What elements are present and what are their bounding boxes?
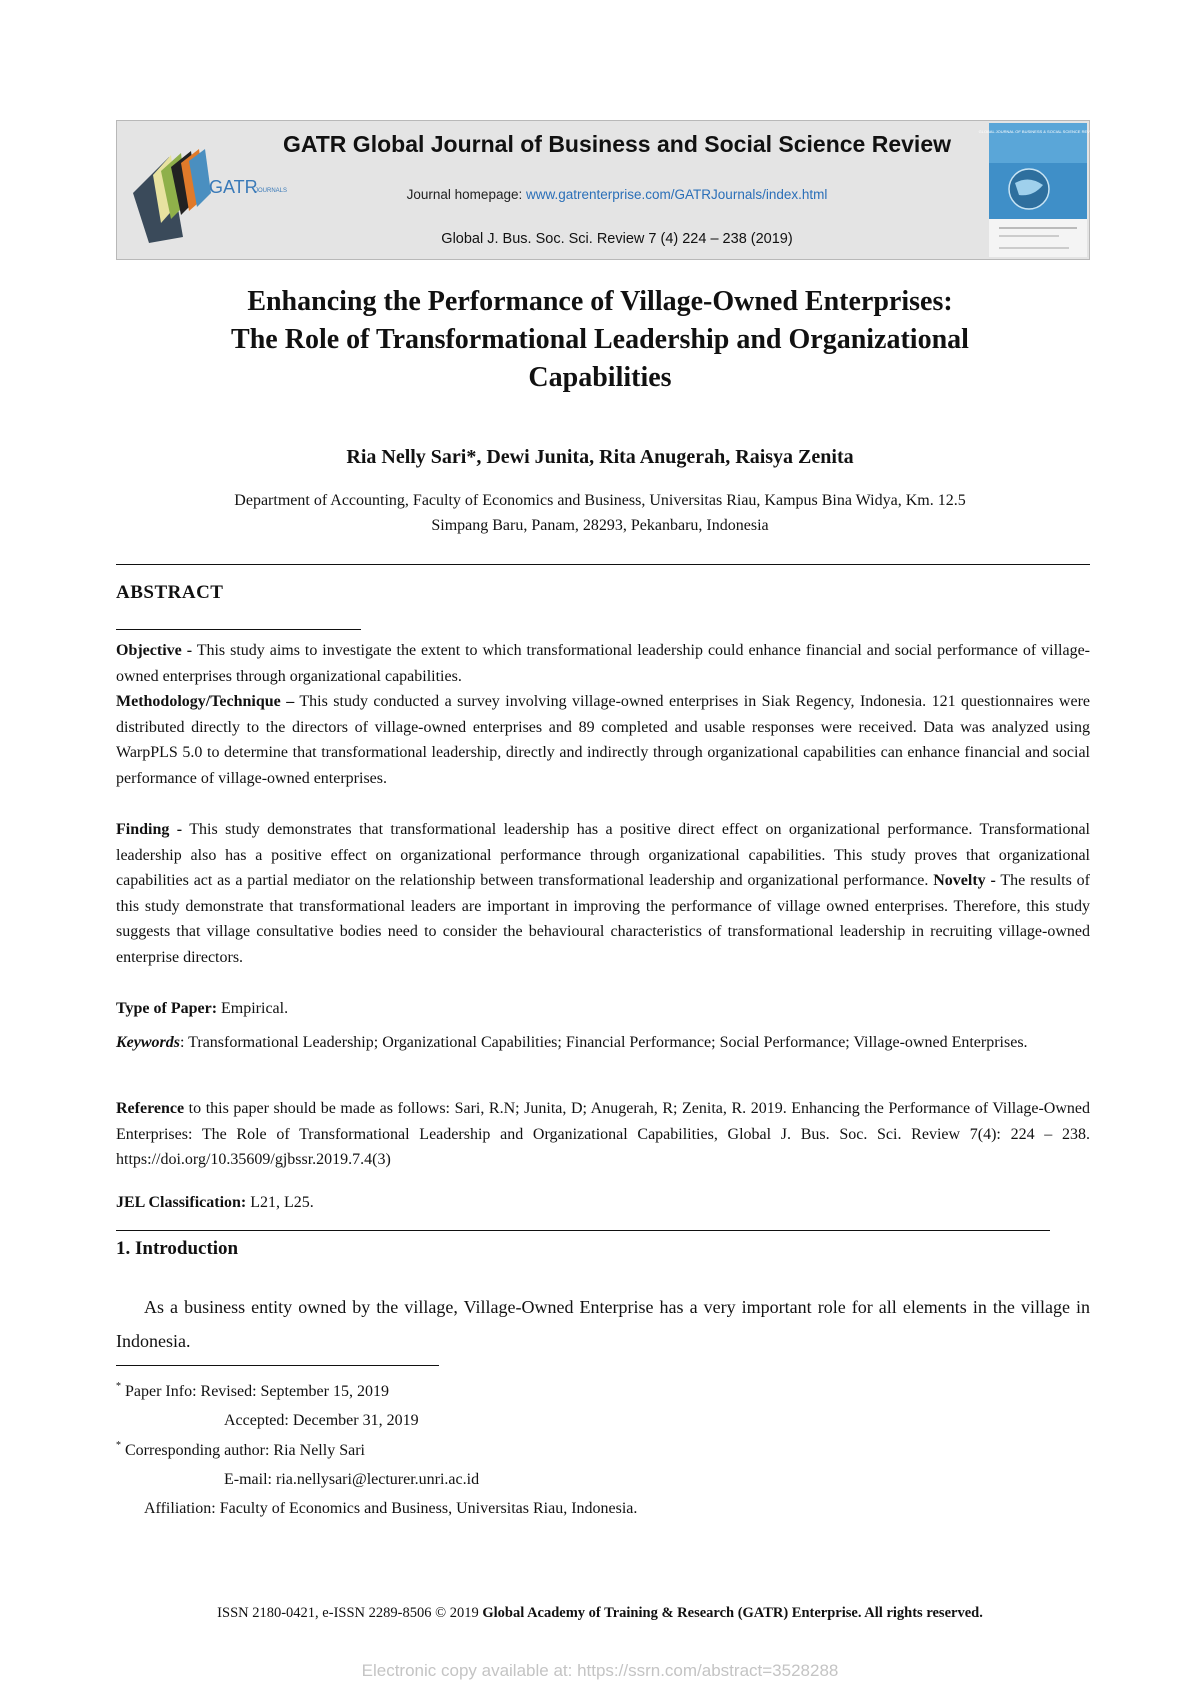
title-line-1: Enhancing the Performance of Village-Owned Enterprises: bbox=[247, 286, 953, 317]
abstract-keywords bbox=[116, 1030, 1090, 1056]
journal-header-banner bbox=[116, 120, 1098, 260]
abstract-reference bbox=[116, 1096, 1090, 1173]
journal-citation: Global J. Bus. Soc. Sci. Review 7 (4) 224 – 238 (2019) bbox=[441, 231, 793, 247]
abstract-methodology bbox=[116, 689, 1090, 791]
affiliation-line-1: Department of Accounting, Faculty of Economics and Business, Universitas Riau, Kampus Bina Widya, Km. 12.5 bbox=[234, 492, 966, 509]
paper-title bbox=[100, 283, 1100, 397]
abstract-end-divider bbox=[116, 1230, 1050, 1231]
footnote-corresponding bbox=[116, 1442, 365, 1460]
title-line-3: Capabilities bbox=[528, 362, 672, 393]
footnote-accepted: Accepted: December 31, 2019 bbox=[224, 1412, 419, 1429]
jel-text: L21, L25. bbox=[246, 1194, 314, 1211]
cover-title: GLOBAL JOURNAL OF BUSINESS & SOCIAL SCIENCE REVIEW bbox=[978, 129, 1098, 134]
issn-text: ISSN 2180-0421, e-ISSN 2289-8506 © 2019 bbox=[217, 1605, 483, 1621]
keywords-label: Keywords bbox=[116, 1034, 180, 1051]
affiliation-line-2: Simpang Baru, Panam, 28293, Pekanbaru, Indonesia bbox=[431, 517, 769, 534]
novelty-text: The results of this study demonstrate that transformational leaders are important in improving the performance of village owned enterprises. Therefore, this study suggests that village consultative bodies need to consider the behavioural characteristics of transformational leadership in recruiting village-owned enterprise directors. bbox=[116, 872, 1091, 966]
journal-cover-image bbox=[978, 123, 1098, 257]
footnote-email: E-mail: ria.nellysari@lecturer.unri.ac.id bbox=[224, 1471, 480, 1488]
footnote-mark: * bbox=[116, 1381, 121, 1392]
abstract-objective bbox=[116, 638, 1090, 689]
footnote-affiliation: Affiliation: Faculty of Economics and Business, Universitas Riau, Indonesia. bbox=[144, 1500, 638, 1517]
introduction-heading: 1. Introduction bbox=[116, 1238, 239, 1259]
authors: Ria Nelly Sari*, Dewi Junita, Rita Anugerah, Raisya Zenita bbox=[346, 446, 854, 468]
methodology-label: Methodology/Technique – bbox=[116, 693, 295, 710]
type-label: Type of Paper: bbox=[116, 1000, 218, 1017]
footnote-divider bbox=[116, 1365, 439, 1366]
keywords-text: : Transformational Leadership; Organizational Capabilities; Financial Performance; Social Performance; Village-owned Enterprises. bbox=[180, 1034, 1028, 1051]
abstract-finding bbox=[116, 817, 1090, 971]
objective-label: Objective - bbox=[116, 642, 193, 659]
reference-label: Reference bbox=[116, 1100, 185, 1117]
logo-subtext: JOURNALS bbox=[255, 188, 288, 194]
copyright-notice bbox=[100, 1605, 1100, 1622]
methodology-text: This study conducted a survey involving village-owned enterprises in Siak Regency, Indonesia. 121 questionnaires were distributed directly to the directors of village-owned enterprises and 89 completed and usable responses were received. Data was analyzed using WarpPLS 5.0 to determine that transformational leadership, directly and indirectly through organizational capabilities can enhance financial and social performance of village-owned enterprises. bbox=[116, 693, 1090, 787]
abstract-heading: ABSTRACT bbox=[116, 582, 224, 603]
abstract-heading-rule bbox=[116, 629, 361, 630]
logo-text: GATR bbox=[209, 177, 258, 197]
homepage-label: Journal homepage: bbox=[406, 187, 523, 202]
affiliation bbox=[100, 488, 1100, 538]
journal-name: GATR Global Journal of Business and Social Science Review bbox=[282, 131, 952, 157]
type-text: Empirical. bbox=[217, 1000, 289, 1017]
novelty-label: Novelty - bbox=[928, 872, 996, 890]
finding-label: Finding - bbox=[116, 821, 183, 838]
footnote-paper-info bbox=[116, 1383, 389, 1401]
corresponding-text: Corresponding author: Ria Nelly Sari bbox=[125, 1442, 365, 1459]
abstract-jel bbox=[116, 1190, 1090, 1216]
reference-text: to this paper should be made as follows: Sari, R.N; Junita, D; Anugerah, R; Zenita, R. 2019. Enhancing the Performance of Village-Owned Enterprises: The Role of Transformational Leadership and Organizational Capabilities, Global J. Bus. Soc. Sci. Review 7(4): 224 – 238. https://doi.org/10.35609/gjbssr.2019.7.4(3) bbox=[116, 1100, 1090, 1169]
paper-info-text: Paper Info: Revised: September 15, 2019 bbox=[125, 1383, 389, 1400]
journal-homepage bbox=[227, 187, 1007, 202]
abstract-type-of-paper bbox=[116, 996, 1090, 1022]
footnote-mark: * bbox=[116, 1440, 121, 1451]
jel-label: JEL Classification: bbox=[116, 1194, 247, 1211]
rights-text: Global Academy of Training & Research (GATR) Enterprise. All rights reserved. bbox=[482, 1605, 983, 1621]
ssrn-notice: Electronic copy available at: https://ssrn.com/abstract=3528288 bbox=[361, 1661, 839, 1680]
finding-text: This study demonstrates that transformational leadership has a positive direct effect on organizational performance. Transformational leadership also has a positive effect on organizational performance through organizational capabilities. This study proves that organizational capabilities act as a partial mediator on the relationship between transformational leadership and organizational performance. bbox=[116, 821, 1090, 890]
objective-text: This study aims to investigate the extent to which transformational leadership could enhance financial and social performance of village-owned enterprises through organizational capabilities. bbox=[116, 642, 1090, 685]
title-divider bbox=[116, 564, 1090, 565]
homepage-link[interactable]: www.gatrenterprise.com/GATRJournals/index.html bbox=[526, 187, 828, 202]
title-line-2: The Role of Transformational Leadership and Organizational bbox=[231, 324, 969, 355]
introduction-text: As a business entity owned by the village, Village-Owned Enterprise has a very important role for all elements in the village in Indonesia. bbox=[116, 1297, 1090, 1351]
